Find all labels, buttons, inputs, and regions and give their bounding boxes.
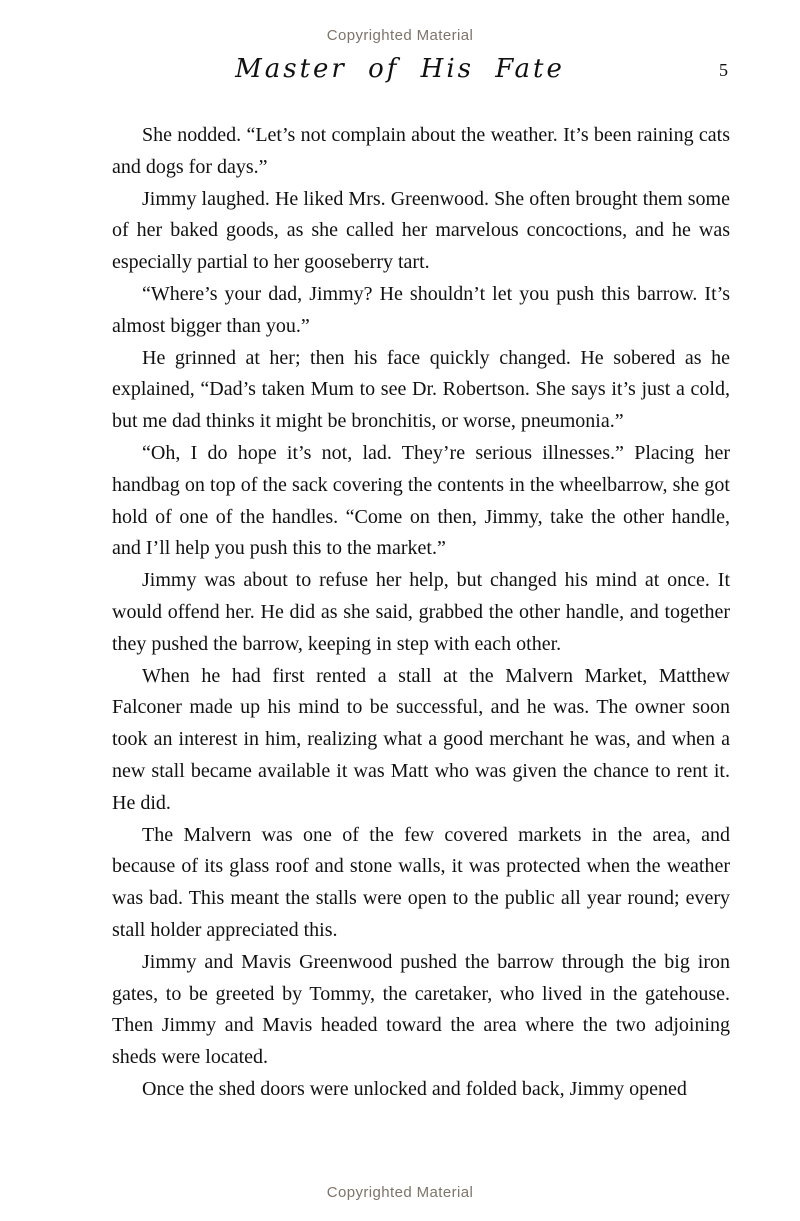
paragraph: When he had first rented a stall at the Malvern Market, Matthew Falconer made up his mind to be successful, and he was. The owner soon took an interest in him, realizing what a good merchant he was, and when a new stall became available it was Matt who was given the chance to rent it. He did. — [112, 664, 730, 814]
page-number: 5 — [719, 60, 728, 80]
book-title: Master of His Fate — [235, 54, 565, 84]
paragraph: Once the shed doors were unlocked and folded back, Jimmy opened — [142, 1077, 687, 1100]
paragraph: Jimmy and Mavis Greenwood pushed the barrow through the big iron gates, to be greeted by Tommy, the caretaker, who lived in the gatehouse. Then Jimmy and Mavis headed toward the area where the two adjoining sheds were located. — [112, 950, 730, 1069]
paragraph: Jimmy was about to refuse her help, but changed his mind at once. It would offend her. He did as she said, grabbed the other handle, and together they pushed the barrow, keeping in step with each other. — [112, 569, 730, 655]
body-text — [112, 120, 730, 1106]
paragraph: “Oh, I do hope it’s not, lad. They’re serious illnesses.” Placing her handbag on top of the sack covering the contents in the wheelbarrow, she got hold of one of the handles. “Come on then, Jimmy, take the other handle, and I’ll help you push this to the market.” — [112, 441, 730, 560]
paragraph: The Malvern was one of the few covered markets in the area, and because of its glass roof and stone walls, it was protected when the weather was bad. This meant the stalls were open to the public all year round; every stall holder appreciated this. — [112, 823, 730, 941]
copyright-notice-top: Copyrighted Material — [326, 27, 474, 44]
paragraph: She nodded. “Let’s not complain about the weather. It’s been raining cats and dogs for days.” — [112, 124, 730, 178]
paragraph: He grinned at her; then his face quickly changed. He sobered as he explained, “Dad’s taken Mum to see Dr. Robertson. She says it’s just a cold, but me dad thinks it might be bronchitis, or worse, pneumonia.” — [112, 346, 730, 433]
paragraph: Jimmy laughed. He liked Mrs. Greenwood. She often brought them some of her baked goods, as she called her marvelous concoctions, and he was especially partial to her gooseberry tart. — [112, 187, 730, 274]
copyright-notice-bottom: Copyrighted Material — [326, 1184, 474, 1201]
paragraph: “Where’s your dad, Jimmy? He shouldn’t let you push this barrow. It’s almost bigger than you.” — [112, 282, 730, 337]
running-header — [0, 54, 800, 94]
